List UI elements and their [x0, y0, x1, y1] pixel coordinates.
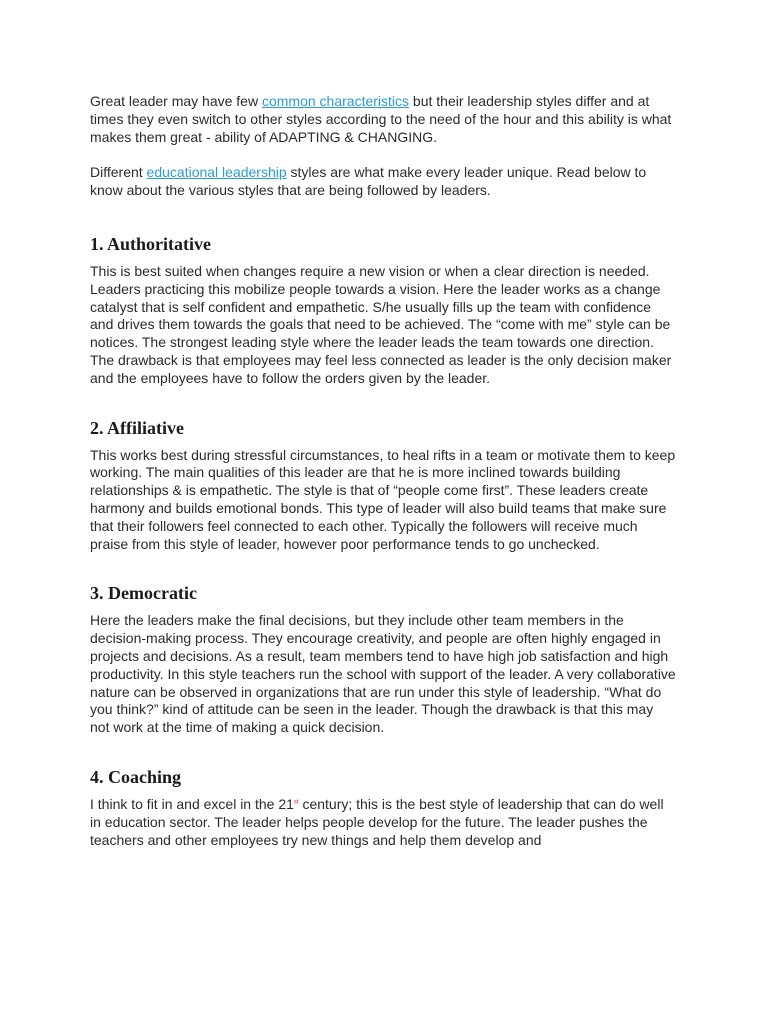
document-page: [90, 93, 676, 878]
section-democratic: [90, 582, 676, 737]
section-authoritative: [90, 233, 676, 388]
section-heading: 3. Democratic: [90, 583, 197, 604]
section-coaching: [90, 766, 676, 849]
ordinal-superscript: st: [293, 799, 299, 806]
intro-paragraph-1: [90, 93, 676, 146]
common-characteristics-link[interactable]: common characteristics: [261, 93, 410, 109]
section-body-text-rest: century; this is the best style of leadership that can do well in education sector. The leader helps people develop for the future. The leader pushes the teachers and other employees try new things and help them develop and: [90, 795, 664, 848]
section-heading: 4. Coaching: [90, 766, 182, 787]
intro-paragraph-2: [90, 164, 676, 200]
section-body-text: I think to fit in and excel in the 21: [90, 795, 294, 812]
section-affiliative: [90, 417, 676, 554]
intro-p2-text-rest: styles are what make every leader unique. Read below to know about the various styles that are being followed by leaders.: [90, 164, 647, 199]
section-heading: 2. Affiliative: [90, 417, 184, 438]
section-body: This is best suited when changes require a new vision or when a clear direction is needed. Leaders practicing this mobilize people towards a vision. Here the leader works as a change catalyst that is self confident and empathetic. S/he usually fills up the team with confidence and drives them towards the goals that need to be achieved. The “come with me” style can be notices. The strongest leading style where the leader leads the team towards one direction. The drawback is that employees may feel less connected as leader is the only decision maker and the employees have to follow the orders given by the leader.: [90, 262, 672, 386]
section-body: Here the leaders make the final decisions, but they include other team members in the decision-making process. They encourage creativity, and people are often highly engaged in projects and decisions. As a result, team members tend to have high job satisfaction and high productivity. In this style teachers run the school with support of the leader. A very collaborative nature can be observed in organizations that are run under this style of leadership. “What do you think?” kind of attitude can be seen in the leader. Though the drawback is that this may not work at the time of making a quick decision.: [90, 612, 676, 736]
intro-p1-text-rest: but their leadership styles differ and at times they even switch to other styles according to the need of the hour and this ability is what makes them great - ability of ADAPTING & CHANGING.: [90, 93, 672, 145]
section-heading: 1. Authoritative: [90, 233, 211, 254]
section-body: This works best during stressful circumstances, to heal rifts in a team or motivate them to keep working. The main qualities of this leader are that he is more inclined towards building relationships & is empathetic. The style is that of “people come first”. These leaders create harmony and builds emotional bonds. This type of leader will also build teams that make sure that their followers feel connected to each other. Typically the followers will receive much praise from this style of leader, however poor performance tends to go unchecked.: [90, 446, 676, 552]
section-body: [90, 796, 676, 849]
intro-p1-text: Great leader may have few: [90, 93, 262, 109]
educational-leadership-link[interactable]: educational leadership: [146, 164, 287, 181]
intro-p2-text: Different: [90, 164, 147, 181]
